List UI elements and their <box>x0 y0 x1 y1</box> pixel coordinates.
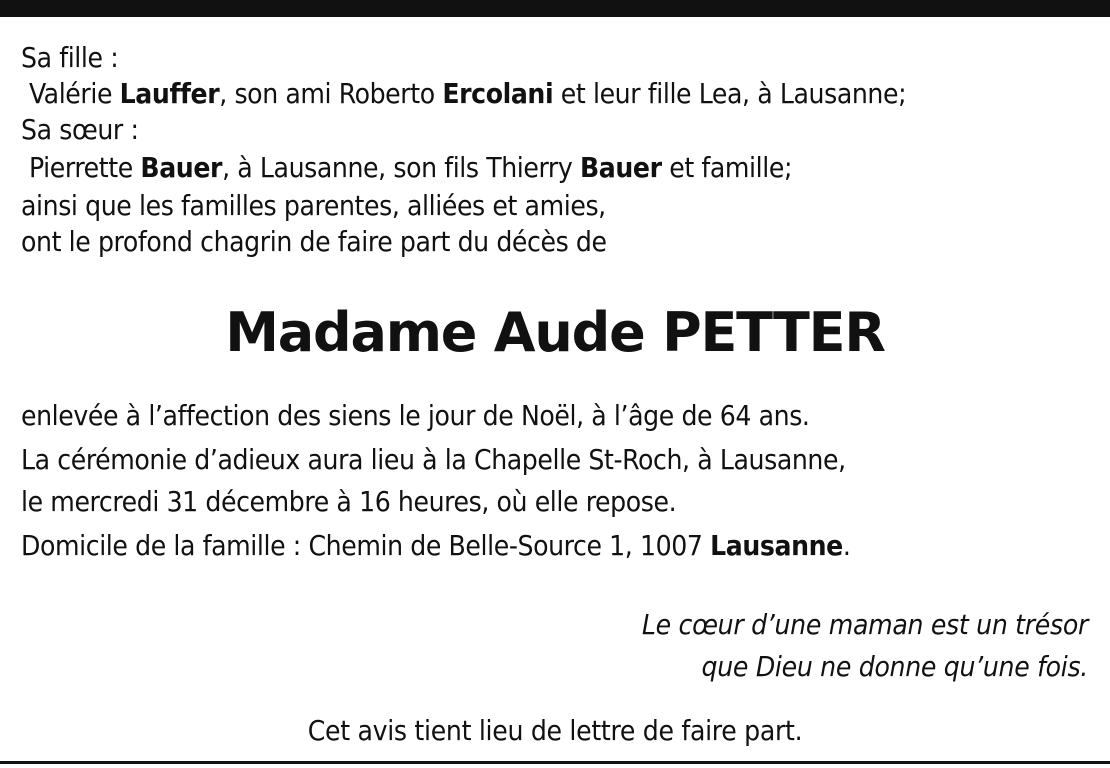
sister-label: Sa sœur : <box>21 113 139 146</box>
quote-line-1: Le cœur d’une maman est un trésor <box>641 608 1088 641</box>
address-suffix: . <box>842 529 851 562</box>
sister-text-2: et famille; <box>661 151 793 184</box>
daughter-label: Sa fille : <box>21 41 119 74</box>
details-line-4 <box>21 528 850 564</box>
daughter-given: Valérie <box>29 77 120 110</box>
son-surname: Bauer <box>579 151 662 184</box>
quote-line-2: que Dieu ne donne qu’une fois. <box>701 650 1088 683</box>
bottom-border <box>0 761 1110 764</box>
daughter-text-1: , son ami Roberto <box>219 77 443 110</box>
address-prefix: Domicile de la famille : Chemin de Belle-Source 1, 1007 <box>21 529 711 562</box>
daughter-surname: Lauffer <box>119 77 220 110</box>
sister-surname: Bauer <box>140 151 223 184</box>
footer-note: Cet avis tient lieu de lettre de faire part. <box>307 714 803 747</box>
sister-given: Pierrette <box>29 151 141 184</box>
daughter-text-2: et leur fille Lea, à Lausanne; <box>553 77 907 110</box>
details-line-3: le mercredi 31 décembre à 16 heures, où elle repose. <box>21 485 677 518</box>
relatives-line: ainsi que les familles parentes, alliées et amies, <box>21 189 606 222</box>
top-border <box>0 0 1110 17</box>
details-line-1: enlevée à l’affection des siens le jour de Noël, à l’âge de 64 ans. <box>21 399 810 432</box>
daughter-line <box>29 76 906 112</box>
details-line-2: La cérémonie d’adieux aura lieu à la Chapelle St-Roch, à Lausanne, <box>21 443 846 476</box>
sister-text-1: , à Lausanne, son fils Thierry <box>222 151 580 184</box>
address-city: Lausanne <box>710 529 843 562</box>
partner-surname: Ercolani <box>442 77 554 110</box>
sister-line <box>29 150 792 186</box>
deceased-name: Madame Aude PETTER <box>225 301 885 364</box>
announcement-line: ont le profond chagrin de faire part du décès de <box>21 225 607 258</box>
